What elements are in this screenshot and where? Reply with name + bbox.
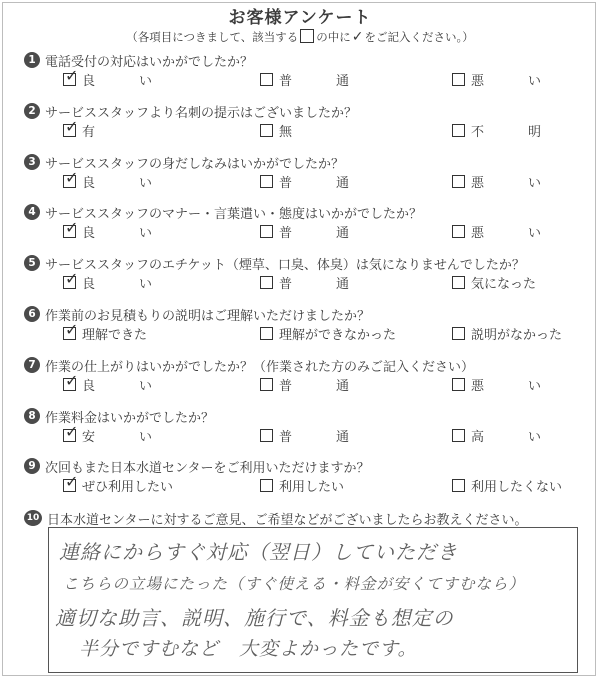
option-label-char: い	[527, 73, 541, 89]
question-8-text: 作業料金はいかがでしたか？	[45, 410, 215, 426]
checkbox[interactable]	[63, 116, 79, 137]
check-mark-icon: ✓	[65, 421, 79, 441]
question-3-option-3[interactable]	[452, 173, 541, 189]
question-5-line	[24, 254, 525, 272]
comment-line-3: 適切な助言、説明、施行で、料金も想定の	[55, 606, 454, 630]
checkbox[interactable]	[63, 268, 79, 289]
checkbox[interactable]	[63, 319, 79, 340]
instruction-before: （各項目につきまして、該当する	[126, 30, 299, 44]
option-label	[82, 70, 152, 89]
option-label-char: 良	[82, 378, 96, 394]
check-mark-icon: ✓	[65, 116, 79, 136]
checkbox[interactable]	[452, 429, 465, 442]
question-8-option-3[interactable]	[452, 427, 541, 443]
option-label	[279, 375, 349, 394]
option-label-char: い	[138, 429, 152, 445]
option-label	[82, 273, 152, 292]
option-label	[279, 222, 349, 241]
check-mark-icon: ✓	[65, 319, 79, 339]
option-label-char: 通	[335, 73, 349, 89]
question-9-text: 次回もまた日本水道センターをご利用いただけますか？	[45, 460, 370, 476]
option-label	[279, 70, 349, 89]
option-label-char: 明	[527, 124, 541, 140]
question-9-option-1[interactable]	[63, 471, 174, 495]
instruction-check-icon: ✓	[351, 29, 364, 45]
option-label	[471, 172, 541, 191]
checkbox[interactable]	[260, 327, 273, 340]
option-label-char: 悪	[471, 175, 485, 191]
checkbox[interactable]	[260, 175, 273, 188]
checkbox[interactable]	[260, 276, 273, 289]
checkbox[interactable]	[63, 421, 79, 442]
checkbox[interactable]	[452, 276, 465, 289]
option-label-char: 普	[279, 276, 293, 292]
option-label-char: い	[138, 225, 152, 241]
checkbox[interactable]	[452, 225, 465, 238]
question-3-text: サービススタッフの身だしなみはいかがでしたか？	[45, 156, 345, 172]
check-mark-icon: ✓	[65, 471, 79, 491]
question-2-text: サービススタッフより名刺の提示はございましたか？	[45, 105, 358, 121]
question-number-badge: 1	[24, 52, 40, 68]
option-label-char: 普	[279, 429, 293, 445]
option-label	[471, 426, 541, 445]
option-label: 無	[279, 124, 293, 140]
question-2-option-3[interactable]	[452, 122, 541, 138]
option-label-char: い	[527, 225, 541, 241]
check-mark-icon: ✓	[65, 65, 79, 85]
option-label-char: い	[138, 378, 152, 394]
option-label	[279, 172, 349, 191]
question-7-option-2[interactable]	[260, 376, 349, 392]
question-6-text: 作業前のお見積もりの説明はご理解いただけましたか？	[45, 308, 371, 324]
question-8-option-2[interactable]	[260, 427, 349, 443]
question-3-option-2[interactable]	[260, 173, 349, 189]
option-label: 理解ができなかった	[279, 327, 397, 343]
question-7-option-1[interactable]	[63, 370, 152, 394]
option-label-char: 良	[82, 225, 96, 241]
question-number-badge: 7	[24, 357, 40, 373]
option-label-char: い	[527, 175, 541, 191]
option-label-char: 普	[279, 225, 293, 241]
question-number-badge: 5	[24, 255, 40, 271]
question-number-badge: 3	[24, 154, 40, 170]
check-mark-icon: ✓	[65, 268, 79, 288]
question-5-option-3[interactable]	[452, 274, 536, 290]
option-label-char: 高	[471, 429, 485, 445]
question-8-option-1[interactable]	[63, 421, 152, 445]
option-label-char: い	[138, 73, 152, 89]
question-2-option-2[interactable]	[260, 122, 292, 138]
option-label	[279, 426, 349, 445]
check-mark-icon: ✓	[65, 167, 79, 187]
option-label-char: 通	[335, 225, 349, 241]
option-label	[82, 222, 152, 241]
question-4-option-1[interactable]	[63, 217, 152, 241]
question-6-option-1[interactable]	[63, 319, 148, 343]
question-1-line	[24, 51, 253, 69]
question-1-option-1[interactable]	[63, 65, 152, 89]
question-10-line	[24, 509, 527, 527]
option-label: ぜひ利用したい	[82, 479, 174, 495]
question-5-text: サービススタッフのエチケット（煙草、口臭、体臭）は気になりませんでしたか？	[45, 257, 525, 273]
option-label-char: 普	[279, 73, 293, 89]
question-4-option-2[interactable]	[260, 223, 349, 239]
question-number-badge: 9	[24, 458, 40, 474]
option-label	[82, 426, 152, 445]
question-1-option-3[interactable]	[452, 71, 541, 87]
question-6-option-2[interactable]	[260, 325, 396, 341]
question-7-line	[24, 356, 474, 374]
survey-title: お客様アンケート	[228, 8, 372, 28]
comment-line-1: 連絡にからすぐ対応（翌日）していただき	[59, 540, 458, 564]
check-mark-icon: ✓	[65, 217, 79, 237]
option-label-char: 普	[279, 175, 293, 191]
option-label-char: 悪	[471, 225, 485, 241]
option-label-char: 不	[471, 124, 485, 140]
checkbox[interactable]	[260, 479, 273, 492]
question-1-option-2[interactable]	[260, 71, 349, 87]
option-label-char: 普	[279, 378, 293, 394]
question-number-badge: 6	[24, 306, 40, 322]
checkbox[interactable]	[63, 65, 79, 86]
instruction-box-icon	[300, 29, 314, 43]
option-label-char: い	[527, 429, 541, 445]
option-label	[471, 70, 541, 89]
question-3-option-1[interactable]	[63, 167, 152, 191]
question-9-option-3[interactable]	[452, 477, 562, 493]
option-label: 気になった	[471, 276, 537, 292]
question-5-option-2[interactable]	[260, 274, 349, 290]
question-10-text: 日本水道センターに対するご意見、ご希望などがございましたらお教えください。	[47, 512, 528, 528]
option-label: 理解できた	[82, 327, 148, 343]
question-9-option-2[interactable]	[260, 477, 344, 493]
comment-box[interactable]	[48, 527, 578, 673]
checkbox[interactable]	[63, 370, 79, 391]
option-label-char: 通	[335, 429, 349, 445]
option-label-char: 通	[335, 378, 349, 394]
checkbox[interactable]	[452, 124, 465, 137]
option-label-char: い	[527, 378, 541, 394]
option-label-char: 通	[335, 175, 349, 191]
checkbox[interactable]	[452, 327, 465, 340]
checkbox[interactable]	[63, 167, 79, 188]
option-label	[82, 375, 152, 394]
question-number-badge: 2	[24, 103, 40, 119]
question-7-text: 作業の仕上がりはいかがでしたか？（作業された方のみご記入ください）	[45, 359, 475, 375]
option-label: 利用したくない	[471, 479, 563, 495]
question-number-badge: 10	[24, 510, 42, 526]
checkbox[interactable]	[260, 124, 273, 137]
option-label-char: 安	[82, 429, 96, 445]
option-label-char: い	[138, 175, 152, 191]
question-4-line	[24, 203, 422, 221]
option-label	[82, 172, 152, 191]
option-label-char: 良	[82, 276, 96, 292]
option-label	[471, 121, 541, 140]
question-number-badge: 4	[24, 204, 40, 220]
checkbox[interactable]	[452, 175, 465, 188]
option-label: 利用したい	[279, 479, 345, 495]
checkbox[interactable]	[63, 471, 79, 492]
option-label-char: 悪	[471, 378, 485, 394]
comment-line-4: 半分ですむなど 大変よかったです。	[79, 638, 418, 660]
option-label	[279, 273, 349, 292]
option-label: 説明がなかった	[471, 327, 563, 343]
option-label: 有	[82, 124, 96, 140]
question-4-option-3[interactable]	[452, 223, 541, 239]
checkbox[interactable]	[260, 378, 273, 391]
option-label-char: 悪	[471, 73, 485, 89]
option-label-char: い	[138, 276, 152, 292]
instruction-middle: の中に	[316, 30, 351, 44]
checkbox[interactable]	[63, 217, 79, 238]
question-6-option-3[interactable]	[452, 325, 562, 341]
question-5-option-1[interactable]	[63, 268, 152, 292]
option-label	[471, 375, 541, 394]
option-label-char: 通	[335, 276, 349, 292]
check-mark-icon: ✓	[65, 370, 79, 390]
checkbox[interactable]	[452, 378, 465, 391]
option-label-char: 良	[82, 73, 96, 89]
instruction-after: をご記入ください。）	[364, 30, 474, 44]
checkbox[interactable]	[452, 73, 465, 86]
checkbox[interactable]	[260, 429, 273, 442]
option-label-char: 良	[82, 175, 96, 191]
question-1-text: 電話受付の対応はいかがでしたか？	[45, 54, 254, 70]
checkbox[interactable]	[260, 225, 273, 238]
option-label	[471, 222, 541, 241]
comment-line-2: こちらの立場にたった（すぐ使える・料金が安くてすむなら）	[63, 575, 526, 593]
question-8-line	[24, 407, 214, 425]
question-4-text: サービススタッフのマナー・言葉遣い・態度はいかがでしたか？	[45, 206, 423, 222]
instruction-line	[0, 29, 600, 45]
checkbox[interactable]	[260, 73, 273, 86]
question-7-option-3[interactable]	[452, 376, 541, 392]
question-number-badge: 8	[24, 408, 40, 424]
question-2-option-1[interactable]	[63, 116, 96, 140]
checkbox[interactable]	[452, 479, 465, 492]
